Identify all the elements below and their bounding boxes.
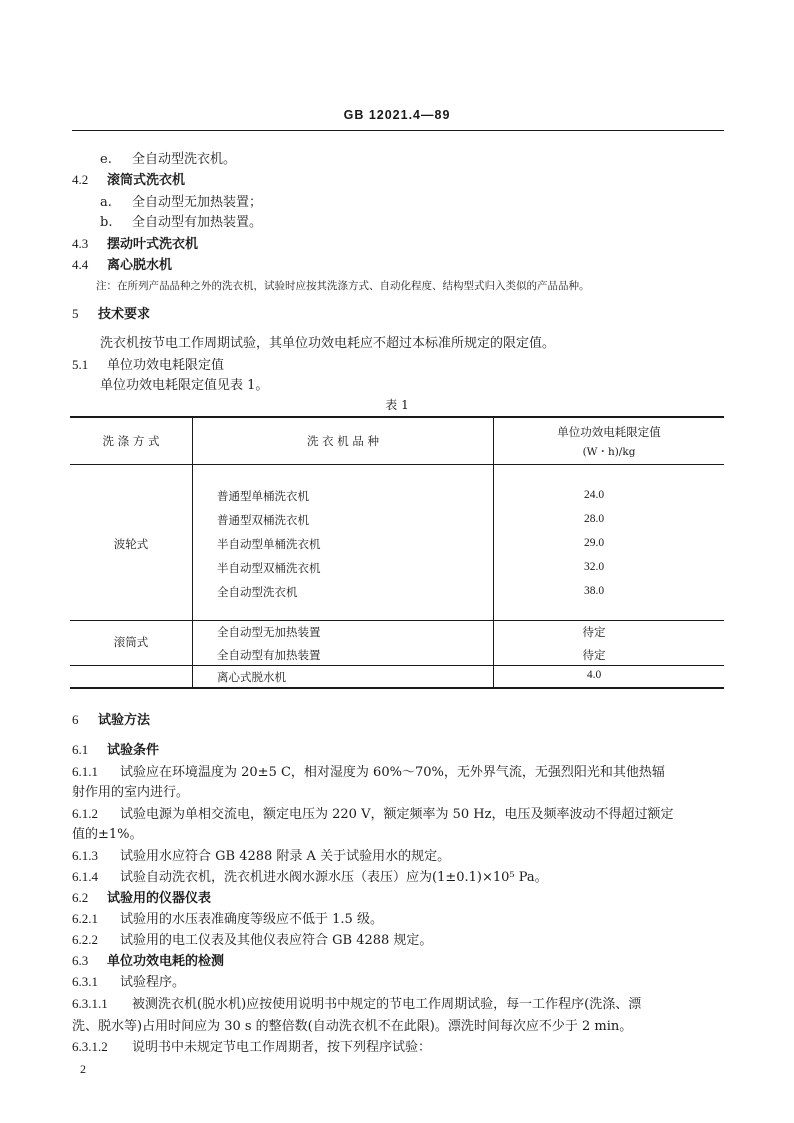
table-cell-variety: 普通型单桶洗衣机 — [217, 489, 309, 503]
table-cell-variety: 半自动型单桶洗衣机 — [217, 537, 321, 551]
section-number: 4.4 — [72, 257, 89, 272]
section-number: 4.3 — [72, 236, 89, 251]
section-6-3-heading — [72, 950, 224, 969]
note-text: 注：在所列产品品种之外的洗衣机，试验时应按其洗涤方式、自动化程度、结构型式归入类似的产品品种。 — [96, 280, 590, 292]
table-cell-variety: 离心式脱水机 — [217, 670, 286, 684]
section-title: 滚筒式洗衣机 — [107, 173, 186, 188]
table-header-unit: (W・h)/kg — [582, 446, 636, 458]
clause-number: 6.3.1 — [72, 974, 98, 989]
table-header-rule — [70, 464, 724, 465]
clause-6-2-2 — [72, 929, 432, 948]
table-cell-variety: 全自动型有加热装置 — [217, 648, 321, 662]
section-number: 5 — [72, 306, 79, 321]
list-marker: e. — [100, 152, 112, 167]
section-number: 6.1 — [72, 742, 89, 757]
table-group-rule — [70, 620, 724, 621]
clause-number: 6.3.1.1 — [72, 996, 108, 1011]
table-cell-value: 24.0 — [583, 489, 605, 501]
table-cell-value: 待定 — [582, 648, 606, 662]
table-top-rule — [70, 416, 724, 418]
section-number: 6.3 — [72, 953, 89, 968]
table-cell-value: 待定 — [582, 625, 606, 639]
standard-code-header: GB 12021.4—89 — [343, 108, 451, 122]
clause-text: 试验应在环境温度为 20±5 C，相对湿度为 60%～70%，无外界气流，无强烈阳光和其他热辐 — [120, 765, 665, 780]
section-5-heading — [72, 303, 150, 322]
table-cell-value: 32.0 — [583, 561, 605, 573]
table-header-limit: 单位功效电耗限定值 — [557, 425, 661, 439]
clause-number: 6.2.1 — [72, 911, 98, 926]
table-cell-value: 28.0 — [583, 513, 605, 525]
section-6-1-heading — [72, 739, 159, 758]
section-4-3-heading — [72, 233, 198, 252]
section-title: 试验条件 — [107, 743, 160, 758]
clause-number: 6.1.2 — [72, 806, 98, 821]
clause-number: 6.1.1 — [72, 764, 98, 779]
section-5-1-paragraph: 单位功效电耗限定值见表 1。 — [100, 378, 269, 393]
clause-text: 试验自动洗衣机，洗衣机进水阀水源水压（表压）应为(1±0.1)×10⁵ Pa。 — [120, 870, 548, 885]
section-5-paragraph: 洗衣机按节电工作周期试验，其单位功效电耗应不超过本标准所规定的限定值。 — [100, 336, 556, 351]
table-cell-value: 29.0 — [583, 537, 605, 549]
section-6-2-heading — [72, 887, 211, 906]
clause-6-1-1-cont: 射作用的室内进行。 — [72, 785, 190, 800]
table-header-variety: 洗 衣 机 品 种 — [306, 434, 380, 448]
clause-text: 说明书中未规定节电工作周期者，按下列程序试验： — [132, 1040, 432, 1055]
header-rule — [72, 130, 724, 131]
table-group-rule — [70, 665, 724, 666]
clause-text: 试验用水应符合 GB 4288 附录 A 关于试验用水的规定。 — [120, 849, 451, 864]
section-4-2-heading — [72, 169, 185, 188]
clause-text: 被测洗衣机(脱水机)应按使用说明书中规定的节电工作周期试验，每一工作程序(洗涤、漂 — [132, 997, 642, 1012]
clause-number: 6.3.1.2 — [72, 1039, 108, 1054]
section-title: 单位功效电耗限定值 — [107, 358, 225, 373]
section-title: 单位功效电耗的检测 — [107, 954, 225, 969]
clause-6-1-4 — [72, 866, 548, 885]
clause-6-1-2-cont: 值的±1%。 — [72, 827, 143, 842]
clause-text: 试验用的水压表准确度等级应不低于 1.5 级。 — [120, 912, 383, 927]
clause-number: 6.2.2 — [72, 932, 98, 947]
table-cell-method: 滚筒式 — [113, 635, 149, 649]
list-item-e — [100, 148, 236, 167]
table-cell-variety: 全自动型无加热装置 — [217, 625, 321, 639]
section-4-4-heading — [72, 254, 172, 273]
list-item-a — [100, 191, 262, 210]
list-marker: a. — [100, 195, 112, 210]
table-cell-value: 38.0 — [583, 585, 605, 597]
section-number: 4.2 — [72, 172, 89, 187]
clause-number: 6.1.4 — [72, 869, 98, 884]
clause-6-3-1-1 — [72, 993, 641, 1012]
table-header-method: 洗 涤 方 式 — [102, 434, 160, 448]
table-bottom-rule — [70, 687, 724, 689]
clause-6-3-1-1-cont: 洗、脱水等)占用时间应为 30 s 的整倍数(自动洗衣机不在此限)。漂洗时间每次应不少于 2 min。 — [72, 1019, 633, 1034]
clause-6-3-1-2 — [72, 1036, 431, 1055]
clause-text: 试验程序。 — [120, 975, 186, 990]
clause-6-2-1 — [72, 908, 383, 927]
list-item-b — [100, 211, 262, 230]
list-text: 全自动型洗衣机。 — [132, 152, 237, 167]
section-title: 离心脱水机 — [107, 258, 173, 273]
table-col-rule — [192, 416, 193, 688]
section-title: 技术要求 — [98, 307, 151, 322]
table-caption: 表 1 — [385, 398, 409, 412]
table-cell-variety: 全自动型洗衣机 — [217, 585, 298, 599]
section-number: 6.2 — [72, 890, 89, 905]
section-6-heading — [72, 709, 150, 728]
section-number: 6 — [72, 712, 79, 727]
clause-number: 6.1.3 — [72, 848, 98, 863]
list-marker: b. — [100, 215, 113, 230]
page-number: 2 — [80, 1062, 86, 1076]
list-text: 全自动型无加热装置； — [132, 195, 263, 210]
section-title: 试验方法 — [98, 713, 151, 728]
table-cell-variety: 半自动型双桶洗衣机 — [217, 561, 321, 575]
section-title: 试验用的仪器仪表 — [107, 891, 212, 906]
table-cell-method: 波轮式 — [113, 537, 149, 551]
clause-6-1-1 — [72, 761, 665, 780]
table-cell-variety: 普通型双桶洗衣机 — [217, 513, 309, 527]
section-5-1-heading — [72, 354, 224, 373]
clause-6-1-3 — [72, 845, 450, 864]
clause-text: 试验电源为单相交流电，额定电压为 220 V，额定频率为 50 Hz，电压及频率波动不得超过额定 — [120, 807, 674, 822]
table-cell-value: 4.0 — [586, 669, 602, 681]
section-title: 摆动叶式洗衣机 — [107, 237, 199, 252]
clause-text: 试验用的电工仪表及其他仪表应符合 GB 4288 规定。 — [120, 933, 433, 948]
clause-6-1-2 — [72, 803, 673, 822]
list-text: 全自动型有加热装置。 — [132, 215, 263, 230]
clause-6-3-1 — [72, 971, 185, 990]
section-number: 5.1 — [72, 357, 89, 372]
